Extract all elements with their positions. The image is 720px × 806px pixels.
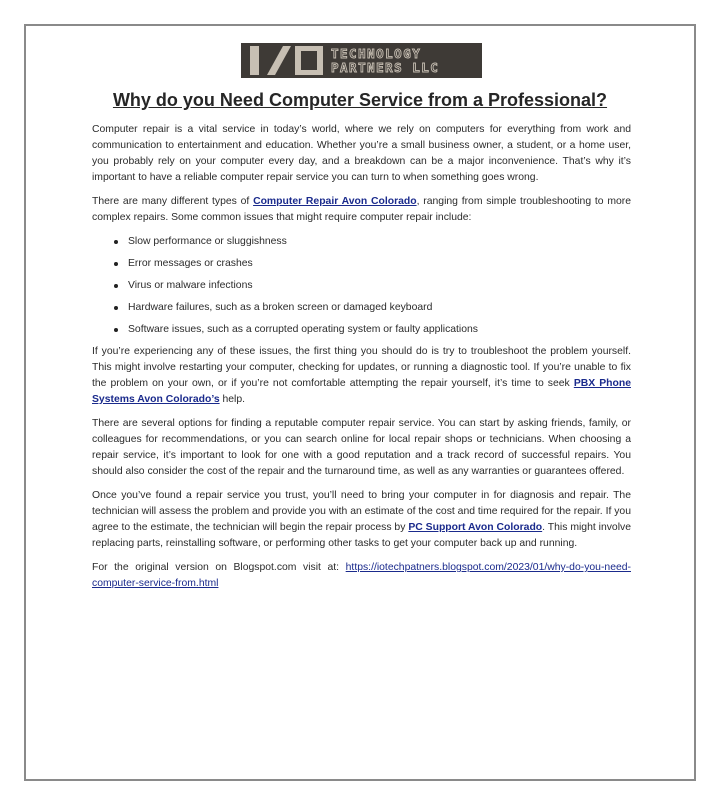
bullet-icon xyxy=(114,262,118,266)
list-item-text: Slow performance or sluggishness xyxy=(128,236,287,247)
paragraph-troubleshoot-text-2: help. xyxy=(219,394,246,405)
list-item xyxy=(92,278,631,294)
list-item xyxy=(92,256,631,272)
list-item-text: Virus or malware infections xyxy=(128,280,253,291)
pbx-phone-systems-link[interactable]: PBX Phone Systems Avon Colorado’s xyxy=(92,378,631,405)
io-logo-mark xyxy=(241,43,327,78)
list-item xyxy=(92,322,631,338)
bullet-icon xyxy=(114,328,118,332)
paragraph-process-text-2: . This might involve replacing parts, reinstalling software, or performing other tasks to get your computer back up and running. xyxy=(92,522,631,549)
original-post-link[interactable]: https://iotechpatners.blogspot.com/2023/01/why-do-you-need-computer-service-from.html xyxy=(92,562,631,589)
logo-wordmark xyxy=(331,47,439,75)
list-item-text: Software issues, such as a corrupted operating system or faulty applications xyxy=(128,324,478,335)
bullet-icon xyxy=(114,240,118,244)
article-body xyxy=(92,122,631,600)
bullet-icon xyxy=(114,284,118,288)
document-title: Why do you Need Computer Service from a Professional? xyxy=(112,90,608,110)
paragraph-source xyxy=(92,560,631,592)
paragraph-types-text-2: , ranging from simple troubleshooting to more complex repairs. Some common issues that might require computer repair include: xyxy=(92,196,631,223)
paragraph-types xyxy=(92,194,631,226)
company-logo xyxy=(241,43,482,78)
pc-support-link[interactable]: PC Support Avon Colorado xyxy=(408,522,543,533)
list-item xyxy=(92,234,631,250)
paragraph-process-text-1: Once you’ve found a repair service you trust, you’ll need to bring your computer in for diagnosis and repair. The technician will assess the problem and provide you with an estimate of the cost and time required for the repair. If you agree to the estimate, the technician will begin the repair process by xyxy=(92,490,631,533)
logo-line-1: TECHNOLOGY xyxy=(331,45,422,61)
logo-line-2: PARTNERS LLC xyxy=(331,59,440,75)
list-item-text: Hardware failures, such as a broken screen or damaged keyboard xyxy=(128,302,433,313)
issues-list xyxy=(92,234,631,338)
document-page xyxy=(24,24,696,781)
paragraph-types-text-1: There are many different types of xyxy=(92,196,254,207)
computer-repair-link[interactable]: Computer Repair Avon Colorado xyxy=(253,196,417,207)
paragraph-troubleshoot xyxy=(92,344,631,408)
list-item-text: Error messages or crashes xyxy=(128,258,253,269)
list-item xyxy=(92,300,631,316)
paragraph-troubleshoot-text-1: If you’re experiencing any of these issues, the first thing you should do is try to troubleshoot the problem yourself. This might involve restarting your computer, checking for updates, or running a diagnostic tool. If you’re unable to fix the problem on your own, or if you’re not comfortable attempting the repair yourself, it’s time to seek xyxy=(92,346,631,389)
paragraph-process xyxy=(92,488,631,552)
bullet-icon xyxy=(114,306,118,310)
paragraph-source-text: For the original version on Blogspot.com visit at: xyxy=(92,562,346,573)
paragraph-options: There are several options for finding a reputable computer repair service. You can start by asking friends, family, or colleagues for recommendations, or you can search online for local repair shops or technicians. When choosing a repair service, it’s important to look for one with a good reputation and a track record of successful repairs. You should also consider the cost of the repair and the turnaround time, as well as any warranties or guarantees offered. xyxy=(92,418,631,477)
paragraph-intro: Computer repair is a vital service in today’s world, where we rely on computers for everything from work and communication to entertainment and education. Whether you’re a small business owner, a student, or a home user, you probably rely on your computer every day, and a breakdown can be a major inconvenience. That’s why it’s important to have a reliable computer repair service you can turn to when something goes wrong. xyxy=(92,124,631,183)
